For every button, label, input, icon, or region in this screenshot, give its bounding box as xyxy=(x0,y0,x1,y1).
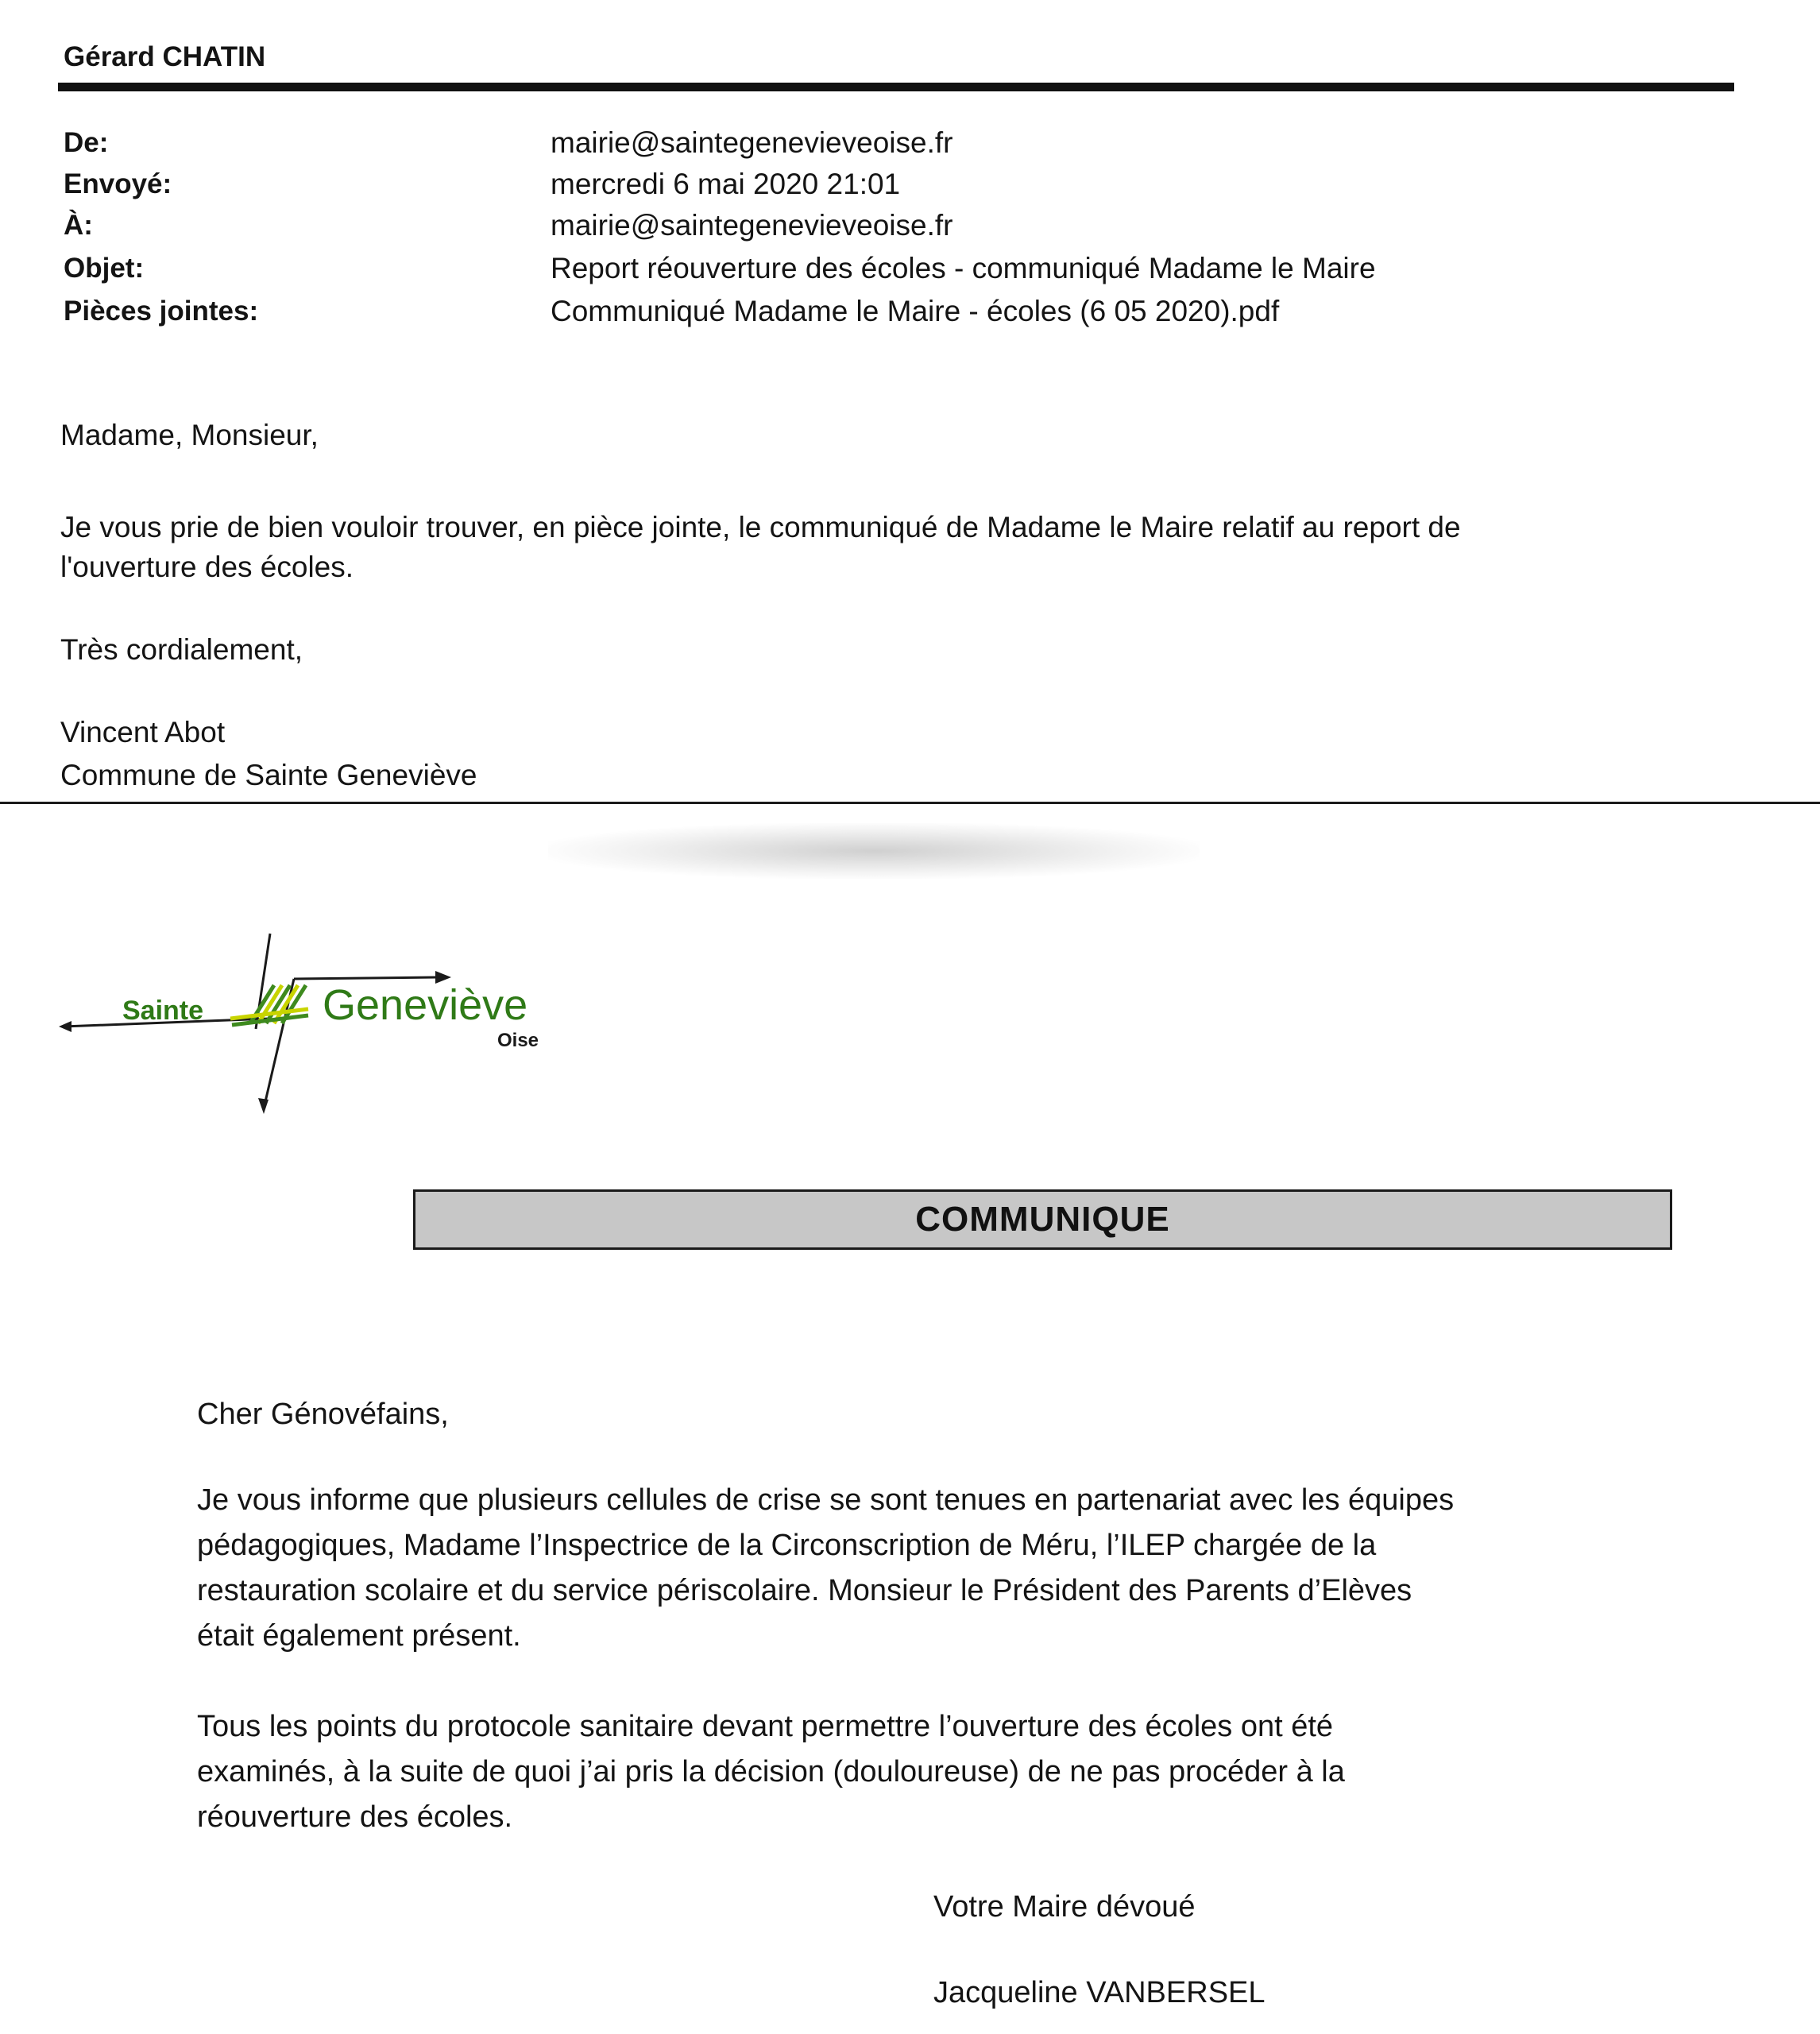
header-label-attachments: Pièces jointes: xyxy=(64,296,259,327)
letter-signatory: Jacqueline VANBERSEL xyxy=(933,1976,1265,2009)
header-value-from: mairie@saintegenevieveoise.fr xyxy=(551,126,953,159)
printer-name: Gérard CHATIN xyxy=(64,41,266,72)
communique-title: COMMUNIQUE xyxy=(915,1200,1170,1239)
page-separator xyxy=(0,802,1820,804)
email-signature-name: Vincent Abot xyxy=(60,716,226,748)
letter-paragraph-line: Je vous informe que plusieurs cellules de crise se sont tenues en partenariat avec les équipes xyxy=(197,1483,1455,1517)
letter-paragraph-line: était également présent. xyxy=(197,1619,521,1653)
letter-salutation: Cher Génovéfains, xyxy=(197,1398,449,1431)
letter-paragraph-line: pédagogiques, Madame l’Inspectrice de la Circonscription de Méru, l’ILEP chargée de la xyxy=(197,1529,1377,1562)
header-value-to: mairie@saintegenevieveoise.fr xyxy=(551,209,953,242)
email-signature-org: Commune de Sainte Geneviève xyxy=(60,759,477,791)
logo-word-left: Sainte xyxy=(122,996,204,1026)
email-body-line: l'ouverture des écoles. xyxy=(60,551,354,583)
letter-paragraph-line: examinés, à la suite de quoi j’ai pris la décision (douloureuse) de ne pas procéder à la xyxy=(197,1755,1345,1788)
header-label-to: À: xyxy=(64,210,93,241)
logo-word-sub: Oise xyxy=(497,1030,539,1051)
header-label-sent: Envoyé: xyxy=(64,168,172,199)
sainte-genevieve-logo xyxy=(56,930,572,1140)
header-value-sent: mercredi 6 mai 2020 21:01 xyxy=(551,168,901,200)
header-value-subject: Report réouverture des écoles - communiqué Madame le Maire xyxy=(551,252,1376,284)
header-label-from: De: xyxy=(64,127,109,158)
header-value-attachments: Communiqué Madame le Maire - écoles (6 05 2020).pdf xyxy=(551,295,1280,327)
email-closing: Très cordialement, xyxy=(60,633,303,666)
scan-smudge xyxy=(548,823,1200,879)
email-body-line: Je vous prie de bien vouloir trouver, en pièce jointe, le communiqué de Madame le Maire relatif au report de xyxy=(60,511,1461,543)
letter-paragraph-line: réouverture des écoles. xyxy=(197,1800,513,1834)
logo-word-right: Geneviève xyxy=(323,981,528,1029)
letter-paragraph-line: Tous les points du protocole sanitaire devant permettre l’ouverture des écoles ont été xyxy=(197,1710,1334,1743)
header-label-subject: Objet: xyxy=(64,253,145,284)
letter-closing: Votre Maire dévoué xyxy=(933,1890,1196,1924)
header-rule xyxy=(58,83,1734,91)
communique-banner xyxy=(413,1189,1672,1250)
email-greeting: Madame, Monsieur, xyxy=(60,419,319,451)
letter-paragraph-line: restauration scolaire et du service périscolaire. Monsieur le Président des Parents d’Elèves xyxy=(197,1574,1412,1607)
